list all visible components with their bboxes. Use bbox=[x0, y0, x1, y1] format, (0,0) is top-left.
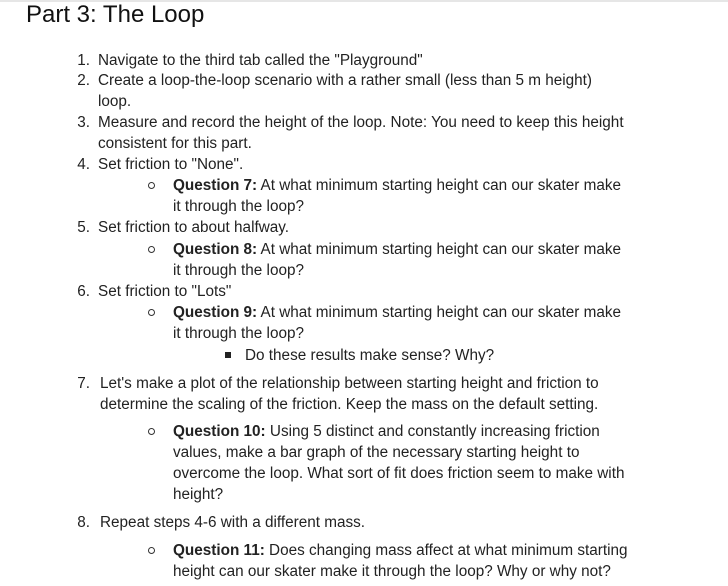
circle-bullet-icon bbox=[148, 246, 155, 253]
question-label: Question 10: bbox=[173, 423, 266, 440]
question-label: Question 7: bbox=[173, 177, 258, 194]
circle-bullet-icon bbox=[148, 182, 155, 189]
question-text bbox=[173, 421, 600, 442]
question-text-cont: height can our skater make it through the loop? Why or why not? bbox=[173, 563, 611, 580]
item-text: Create a loop-the-loop scenario with a rather small (less than 5 m height) bbox=[98, 72, 592, 89]
item-number: 3. bbox=[77, 114, 90, 131]
question-text-cont: values, make a bar graph of the necessary starting height to bbox=[173, 444, 580, 461]
question-text bbox=[173, 175, 621, 196]
item-text: consistent for this part. bbox=[98, 135, 252, 152]
page-title: Part 3: The Loop bbox=[26, 1, 205, 28]
question-text-cont: height? bbox=[173, 486, 224, 503]
item-number: 6. bbox=[77, 283, 90, 300]
question-body: At what minimum starting height can our skater make bbox=[257, 177, 622, 194]
item-text: Set friction to "Lots" bbox=[98, 283, 232, 300]
question-text-cont: overcome the loop. What sort of fit does friction seem to make with bbox=[173, 465, 625, 482]
item-number: 7. bbox=[77, 375, 90, 392]
item-text: loop. bbox=[98, 93, 132, 110]
item-number: 2. bbox=[77, 72, 90, 89]
item-number: 1. bbox=[77, 52, 90, 69]
item-text: Set friction to "None". bbox=[98, 156, 244, 173]
question-text-cont: it through the loop? bbox=[173, 262, 304, 279]
question-label: Question 11: bbox=[173, 542, 265, 559]
item-number: 4. bbox=[77, 156, 90, 173]
item-number: 8. bbox=[77, 514, 90, 531]
question-text-cont: it through the loop? bbox=[173, 198, 304, 215]
question-body: Using 5 distinct and constantly increasing friction bbox=[265, 423, 600, 440]
question-text-cont: it through the loop? bbox=[173, 325, 304, 342]
item-text: Measure and record the height of the loop. Note: You need to keep this height bbox=[98, 114, 624, 131]
item-text: Set friction to about halfway. bbox=[98, 219, 290, 236]
item-text: Let's make a plot of the relationship between starting height and friction to bbox=[100, 375, 599, 392]
item-text: Navigate to the third tab called the "Playground" bbox=[98, 52, 423, 69]
question-label: Question 8: bbox=[173, 241, 258, 258]
question-label: Question 9: bbox=[173, 304, 258, 321]
item-text: determine the scaling of the friction. Keep the mass on the default setting. bbox=[100, 396, 599, 413]
item-text: Repeat steps 4-6 with a different mass. bbox=[100, 514, 365, 531]
question-body: Does changing mass affect at what minimum starting bbox=[264, 542, 628, 559]
circle-bullet-icon bbox=[148, 309, 155, 316]
question-text bbox=[173, 239, 621, 260]
question-text bbox=[173, 540, 628, 561]
square-bullet-icon bbox=[225, 352, 231, 358]
circle-bullet-icon bbox=[148, 428, 155, 435]
question-text bbox=[173, 302, 621, 323]
sub-question-text: Do these results make sense? Why? bbox=[245, 347, 495, 364]
question-body: At what minimum starting height can our skater make bbox=[257, 304, 622, 321]
question-body: At what minimum starting height can our skater make bbox=[257, 241, 622, 258]
circle-bullet-icon bbox=[148, 547, 155, 554]
item-number: 5. bbox=[77, 219, 90, 236]
